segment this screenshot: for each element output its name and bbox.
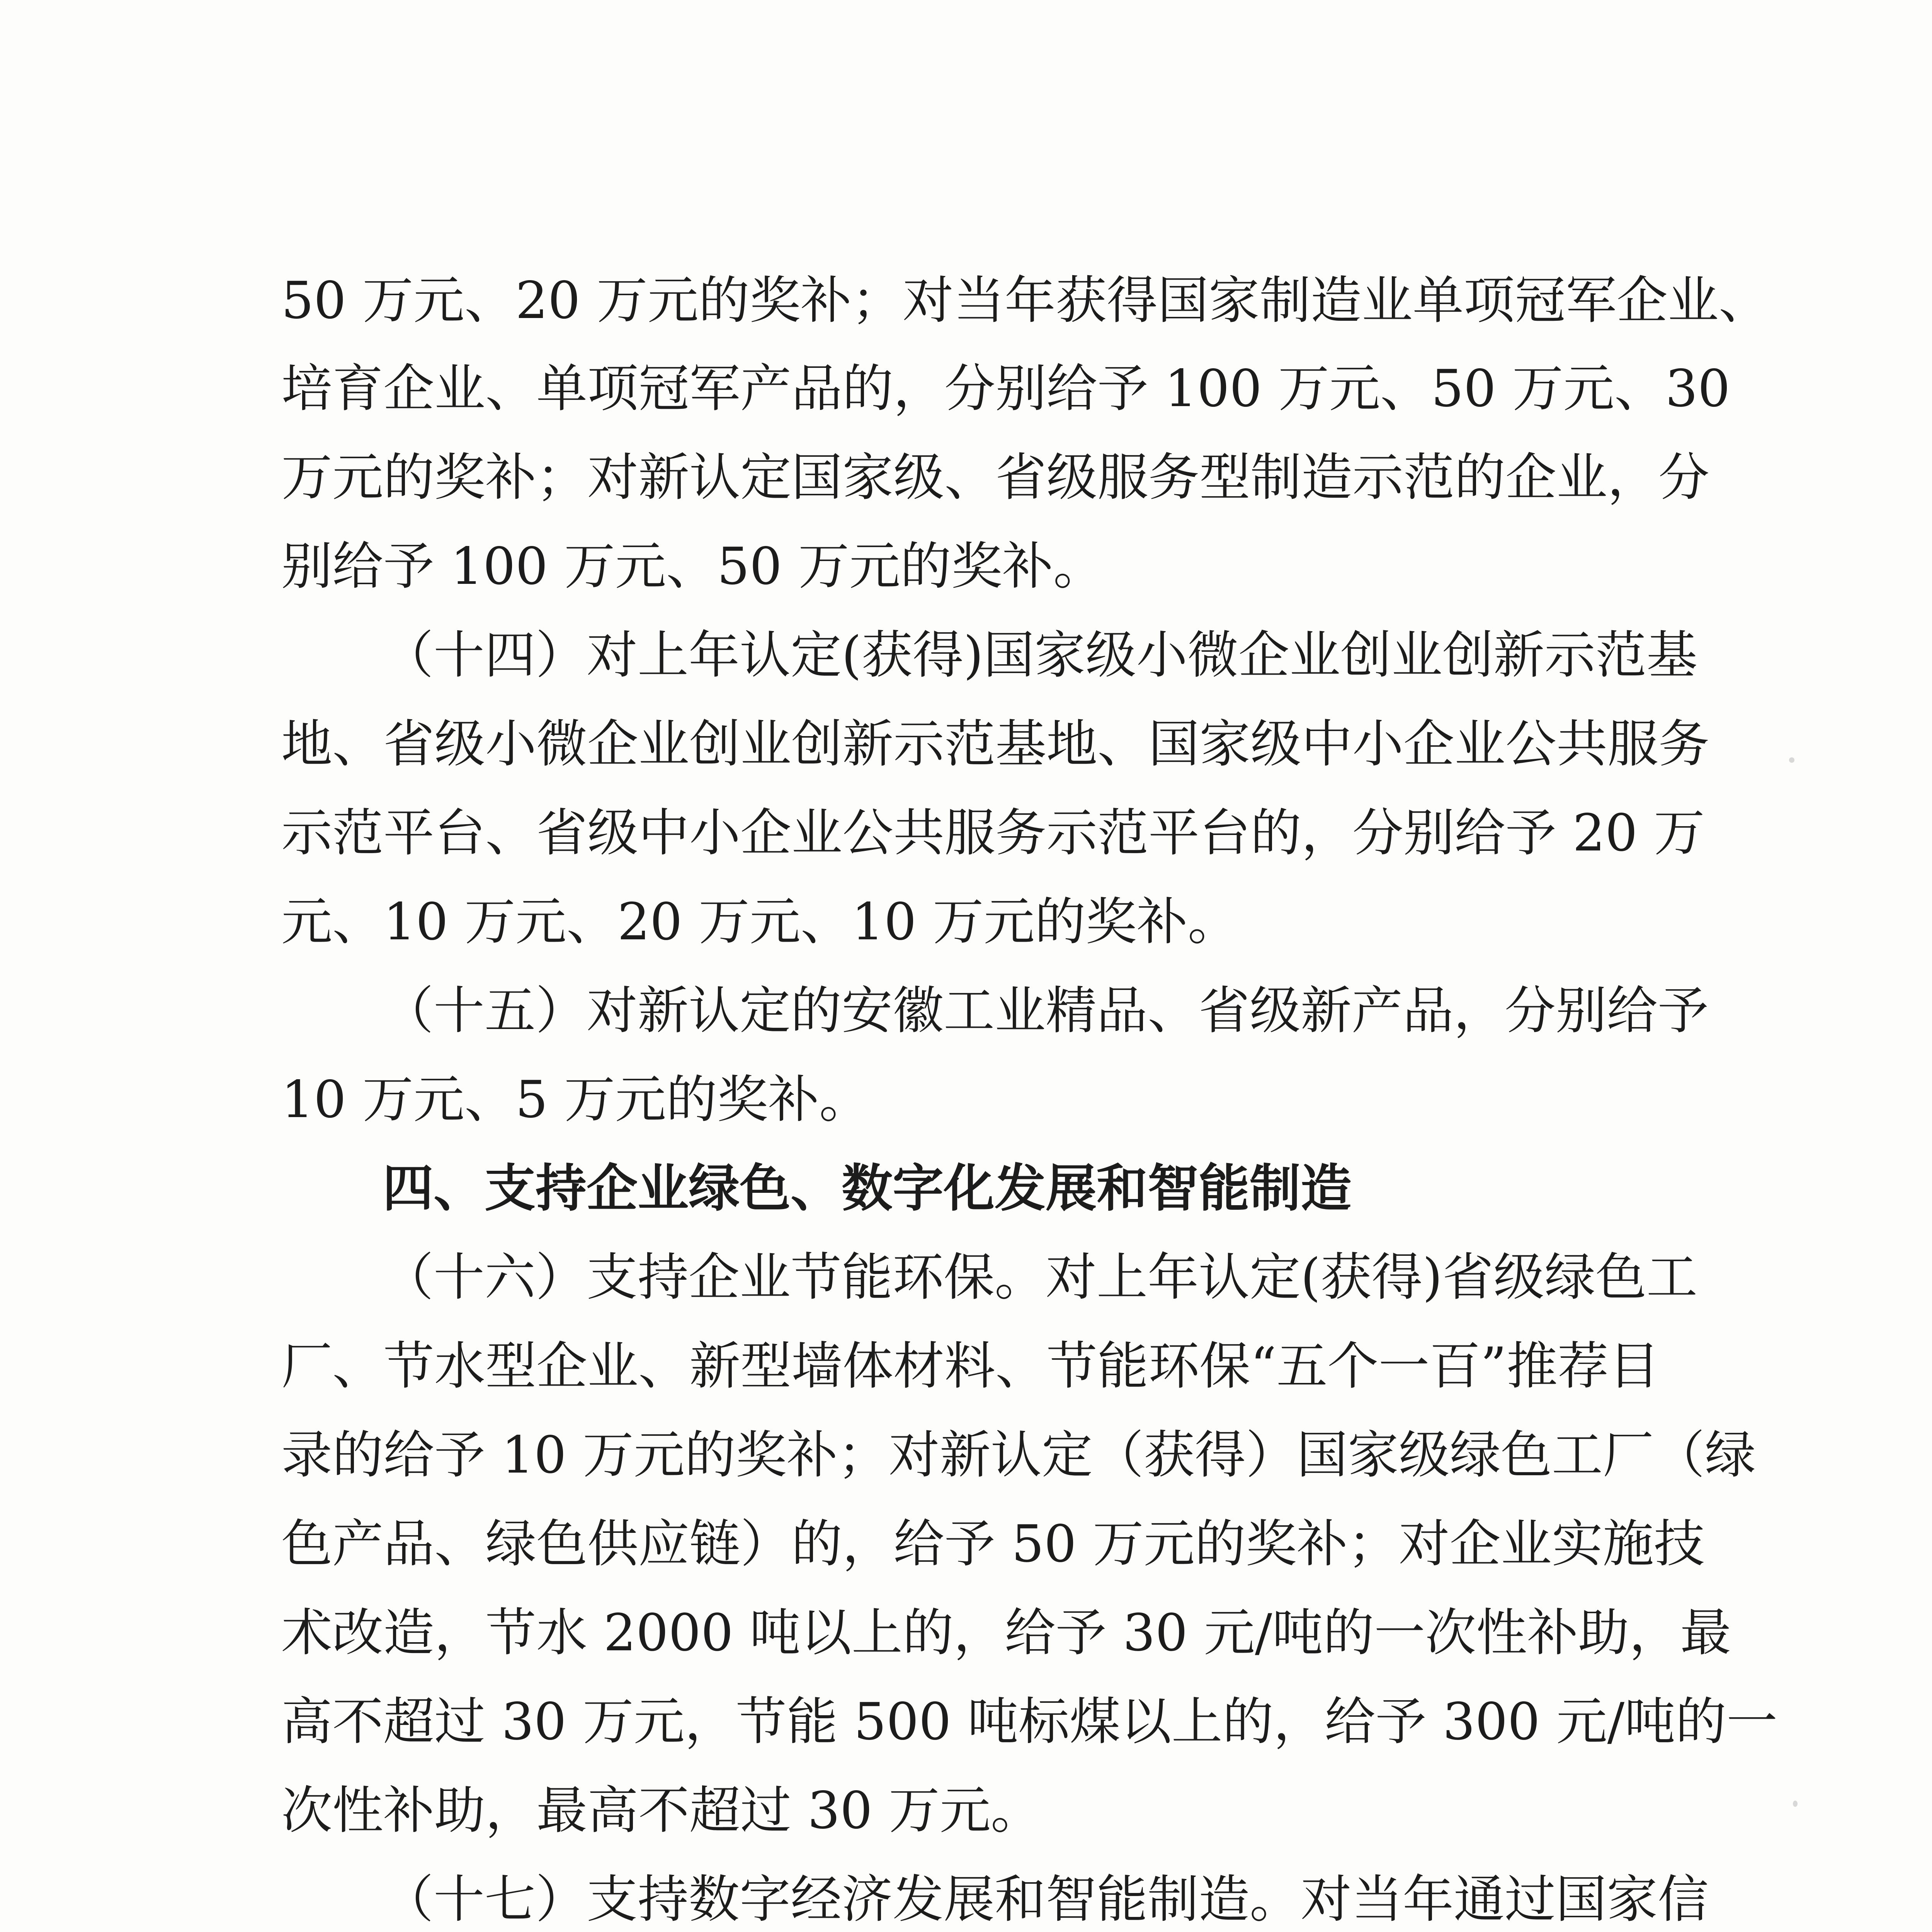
scan-speck [1789,757,1794,763]
text-line: 元、10 万元、20 万元、10 万元的奖补。 [281,892,1239,952]
text-line: （十七）支持数字经济发展和智能制造。对当年通过国家信 [383,1870,1709,1929]
scan-speck [1793,1801,1798,1807]
text-line: 地、省级小微企业创业创新示范基地、国家级中小企业公共服务 [281,714,1709,774]
text-line: 10 万元、5 万元的奖补。 [281,1070,870,1129]
text-line: （十五）对新认定的安徽工业精品、省级新产品，分别给予 [383,981,1709,1041]
text-line: 示范平台、省级中小企业公共服务示范平台的，分别给予 20 万 [281,803,1705,863]
text-line: 高不超过 30 万元，节能 500 吨标煤以上的，给予 300 元/吨的一 [281,1692,1778,1752]
text-line: 厂、节水型企业、新型墙体材料、节能环保“五个一百”推荐目 [281,1337,1660,1396]
text-line: 万元的奖补；对新认定国家级、省级服务型制造示范的企业，分 [281,448,1709,507]
text-line: （十四）对上年认定(获得)国家级小微企业创业创新示范基 [383,626,1697,685]
section-heading: 四、支持企业绿色、数字化发展和智能制造 [383,1159,1352,1218]
text-line: 术改造，节水 2000 吨以上的，给予 30 元/吨的一次性补助，最 [281,1603,1731,1663]
text-line: 50 万元、20 万元的奖补；对当年获得国家制造业单项冠军企业、 [281,271,1770,330]
text-line: 培育企业、单项冠军产品的，分别给予 100 万元、50 万元、30 [281,359,1730,418]
text-line: 录的给予 10 万元的奖补；对新认定（获得）国家级绿色工厂（绿 [281,1425,1756,1485]
text-line: 别给予 100 万元、50 万元的奖补。 [281,537,1104,596]
text-line: 色产品、绿色供应链）的，给予 50 万元的奖补；对企业实施技 [281,1514,1705,1574]
text-line: （十六）支持企业节能环保。对上年认定(获得)省级绿色工 [383,1248,1697,1307]
text-line: 次性补助，最高不超过 30 万元。 [281,1781,1042,1840]
